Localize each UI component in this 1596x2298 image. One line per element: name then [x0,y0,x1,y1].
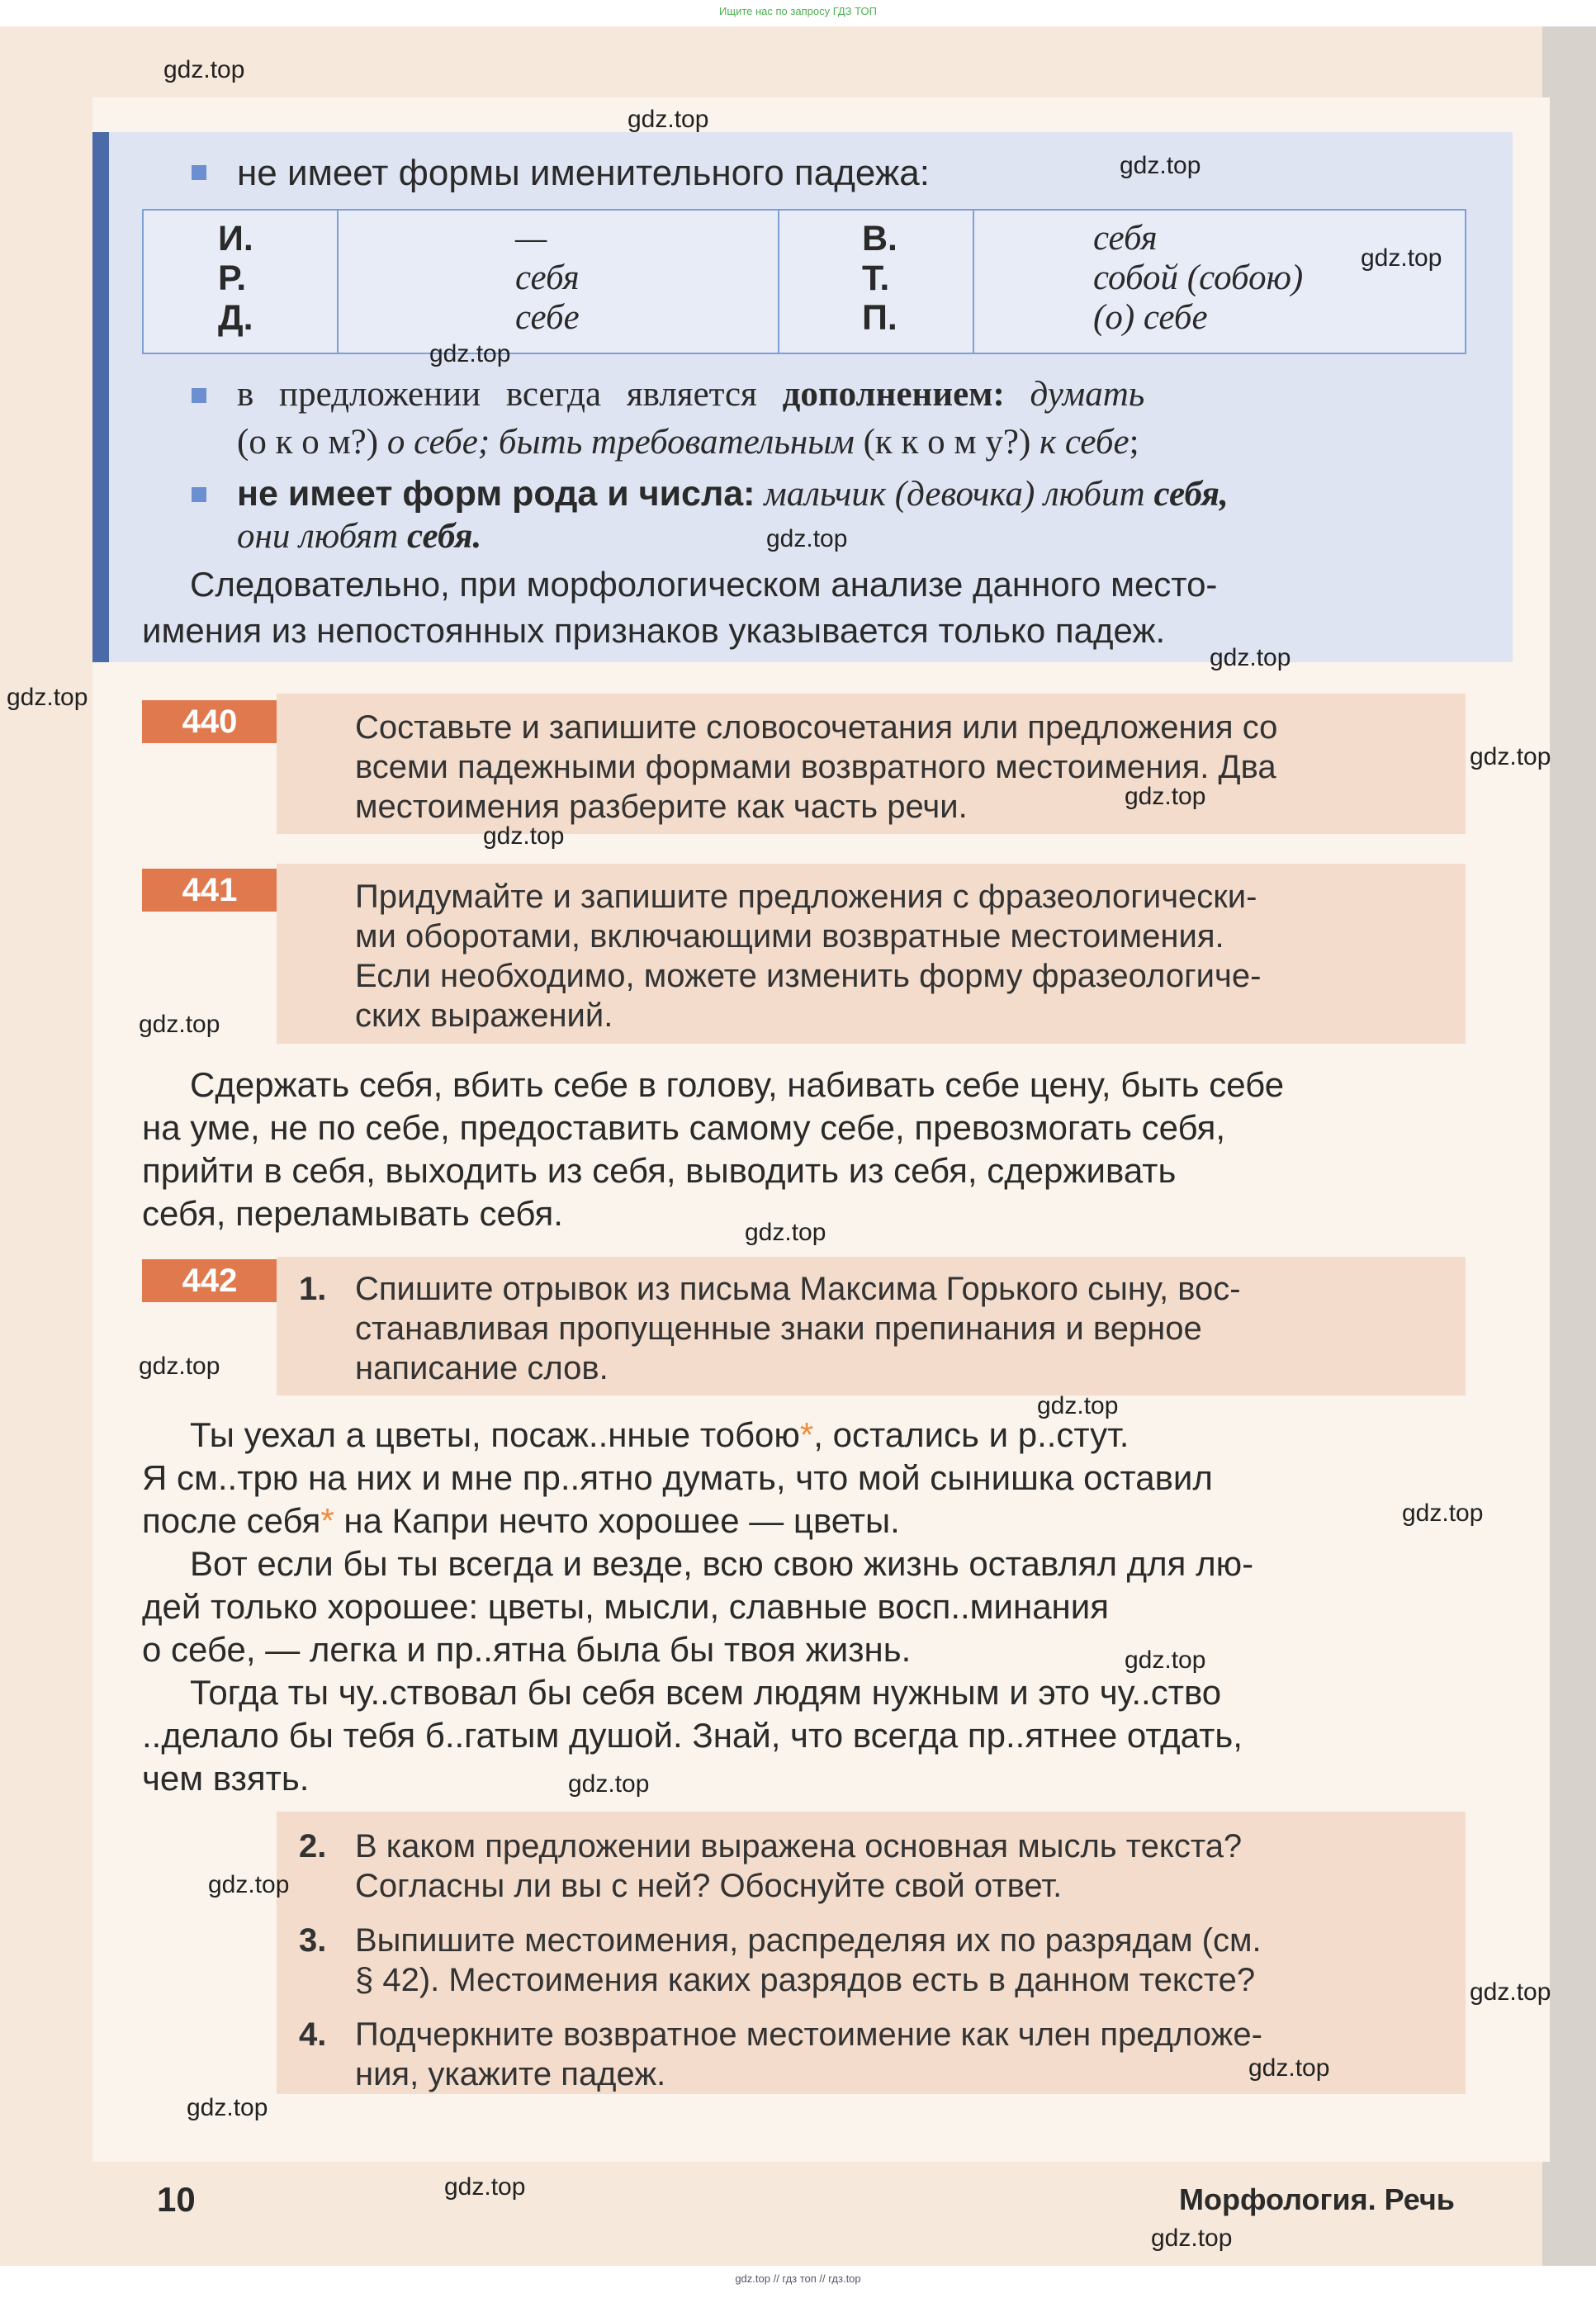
letter-line: Тогда ты чу..ствовал бы себя всем людям нужным и это чу..ство [190,1673,1222,1712]
section-title: Морфология. Речь [1179,2182,1455,2216]
task-number-badge: 441 [142,869,277,912]
subtask-number: 2. [299,1828,327,1864]
declension-table [142,209,1466,354]
question-line: Подчеркните возвратное местоимение как член предложе- [355,2016,1262,2053]
watermark: gdz.top [1125,783,1206,810]
watermark: gdz.top [187,2094,268,2121]
theory-bullet-1: не имеет формы именительного падежа: [237,153,930,193]
watermark: gdz.top [139,1011,220,1038]
letter-line: о себе, — легка и пр..ятна была бы твоя жизнь. [142,1630,912,1669]
theory-bullet-3: не имеет форм рода и числа: мальчик (девочка) любит себя, [237,474,1229,514]
question-line: ния, укажите падеж. [355,2056,666,2092]
watermark: gdz.top [1125,1647,1206,1674]
task-442-line: Спишите отрывок из письма Максима Горького сыну, вос- [355,1271,1241,1307]
watermark: gdz.top [1120,152,1201,179]
task-441-line: ми оборотами, включающими возвратные местоимения. [355,918,1224,955]
theory-conclusion-line-1: Следовательно, при морфологическом анализе данного место- [190,565,1218,604]
task-440-line: Составьте и запишите словосочетания или предложения со [355,709,1278,746]
case-label: Д. [218,298,253,338]
phrase-line: себя, переламывать себя. [142,1194,563,1233]
task-441-line: Придумайте и запишите предложения с фразеологически- [355,879,1257,915]
task-441-line: Если необходимо, можете изменить форму фразеологиче- [355,958,1262,994]
theory-bullet-2-line-2: (о к о м?) о себе; быть требовательным (к к о м у?) к себе; [237,423,1139,462]
watermark: gdz.top [766,525,848,552]
task-442-line: станавливая пропущенные знаки препинания и верное [355,1310,1202,1347]
case-form: себя [515,258,580,297]
theory-bullet-3-line-2: они любят себя. [237,517,482,556]
watermark: gdz.top [1470,743,1551,770]
watermark: gdz.top [745,1219,826,1246]
watermark: gdz.top [1210,644,1291,671]
watermark: gdz.top [628,106,709,133]
phrase-line: прийти в себя, выходить из себя, выводить из себя, сдерживать [142,1151,1177,1190]
watermark: gdz.top [1248,2054,1330,2082]
case-label: В. [862,219,897,258]
case-form: себе [515,298,580,337]
page-number: 10 [157,2180,196,2219]
question-line: В каком предложении выражена основная мысль текста? [355,1828,1243,1864]
watermark: gdz.top [1470,1978,1551,2006]
task-440-line: местоимения разберите как часть речи. [355,789,968,825]
letter-line: Я см..трю на них и мне пр..ятно думать, что мой сынишка оставил [142,1458,1213,1497]
watermark: gdz.top [208,1871,290,1898]
bullet-square-icon [192,388,206,403]
case-form: собой (собою) [1093,258,1304,297]
theory-bullet-2: в предложении всегда является дополнением: думать [237,375,1145,414]
letter-line: Вот если бы ты всегда и везде, всю свою жизнь оставлял для лю- [190,1544,1254,1583]
watermark: gdz.top [429,340,511,367]
question-line: Выпишите местоимения, распределяя их по разрядам (см. [355,1922,1262,1959]
watermark: gdz.top [1151,2225,1233,2252]
task-441-line: ских выражений. [355,997,613,1034]
question-line: § 42). Местоимения каких разрядов есть в данном тексте? [355,1962,1256,1998]
footnote-star-icon: * [799,1415,814,1454]
letter-line: чем взять. [142,1759,310,1798]
case-label: И. [218,219,253,258]
question-line: Согласны ли вы с ней? Обоснуйте свой ответ. [355,1868,1063,1904]
letter-line: после себя* на Капри нечто хорошее — цветы. [142,1501,900,1540]
letter-line: ..делало бы тебя б..гатым душой. Знай, что всегда пр..ятнее отдать, [142,1716,1243,1755]
footnote-star-icon: * [320,1501,334,1540]
task-number-badge: 440 [142,700,277,743]
case-form: себя [1093,219,1158,258]
case-form: — [515,219,547,258]
watermark: gdz.top [568,1770,650,1798]
top-banner: Ищите нас по запросу ГДЗ ТОП [719,5,877,17]
watermark: gdz.top [444,2173,526,2201]
phrase-line: Сдержать себя, вбить себе в голову, набивать себе цену, быть себе [190,1065,1285,1104]
bullet-square-icon [192,165,206,180]
watermark: gdz.top [483,822,565,850]
letter-line: Ты уехал а цветы, посаж..нные тобою*, остались и р..стут. [190,1415,1130,1454]
page-edge [1542,26,1596,2266]
watermark: gdz.top [1361,244,1442,272]
subtask-number: 1. [299,1271,327,1307]
task-number-badge: 442 [142,1259,277,1302]
case-label: П. [862,298,897,338]
theory-conclusion-line-2: имения из непостоянных признаков указывается только падеж. [142,611,1166,650]
watermark: gdz.top [7,684,88,711]
case-label: Т. [862,258,890,298]
case-form: (о) себе [1093,298,1208,337]
bullet-square-icon [192,487,206,502]
case-label: Р. [218,258,247,298]
watermark: gdz.top [1037,1392,1119,1419]
watermark: gdz.top [163,56,245,83]
bottom-banner: gdz.top // гдз топ // гдз.top [735,2272,861,2285]
letter-line: дей только хорошее: цветы, мысли, славные восп..минания [142,1587,1109,1626]
watermark: gdz.top [1402,1500,1484,1527]
task-440-line: всеми падежными формами возвратного местоимения. Два [355,749,1276,785]
subtask-number: 4. [299,2016,327,2053]
watermark: gdz.top [139,1353,220,1380]
subtask-number: 3. [299,1922,327,1959]
phrase-line: на уме, не по себе, предоставить самому себе, превозмогать себя, [142,1108,1226,1147]
task-442-line: написание слов. [355,1350,609,1386]
